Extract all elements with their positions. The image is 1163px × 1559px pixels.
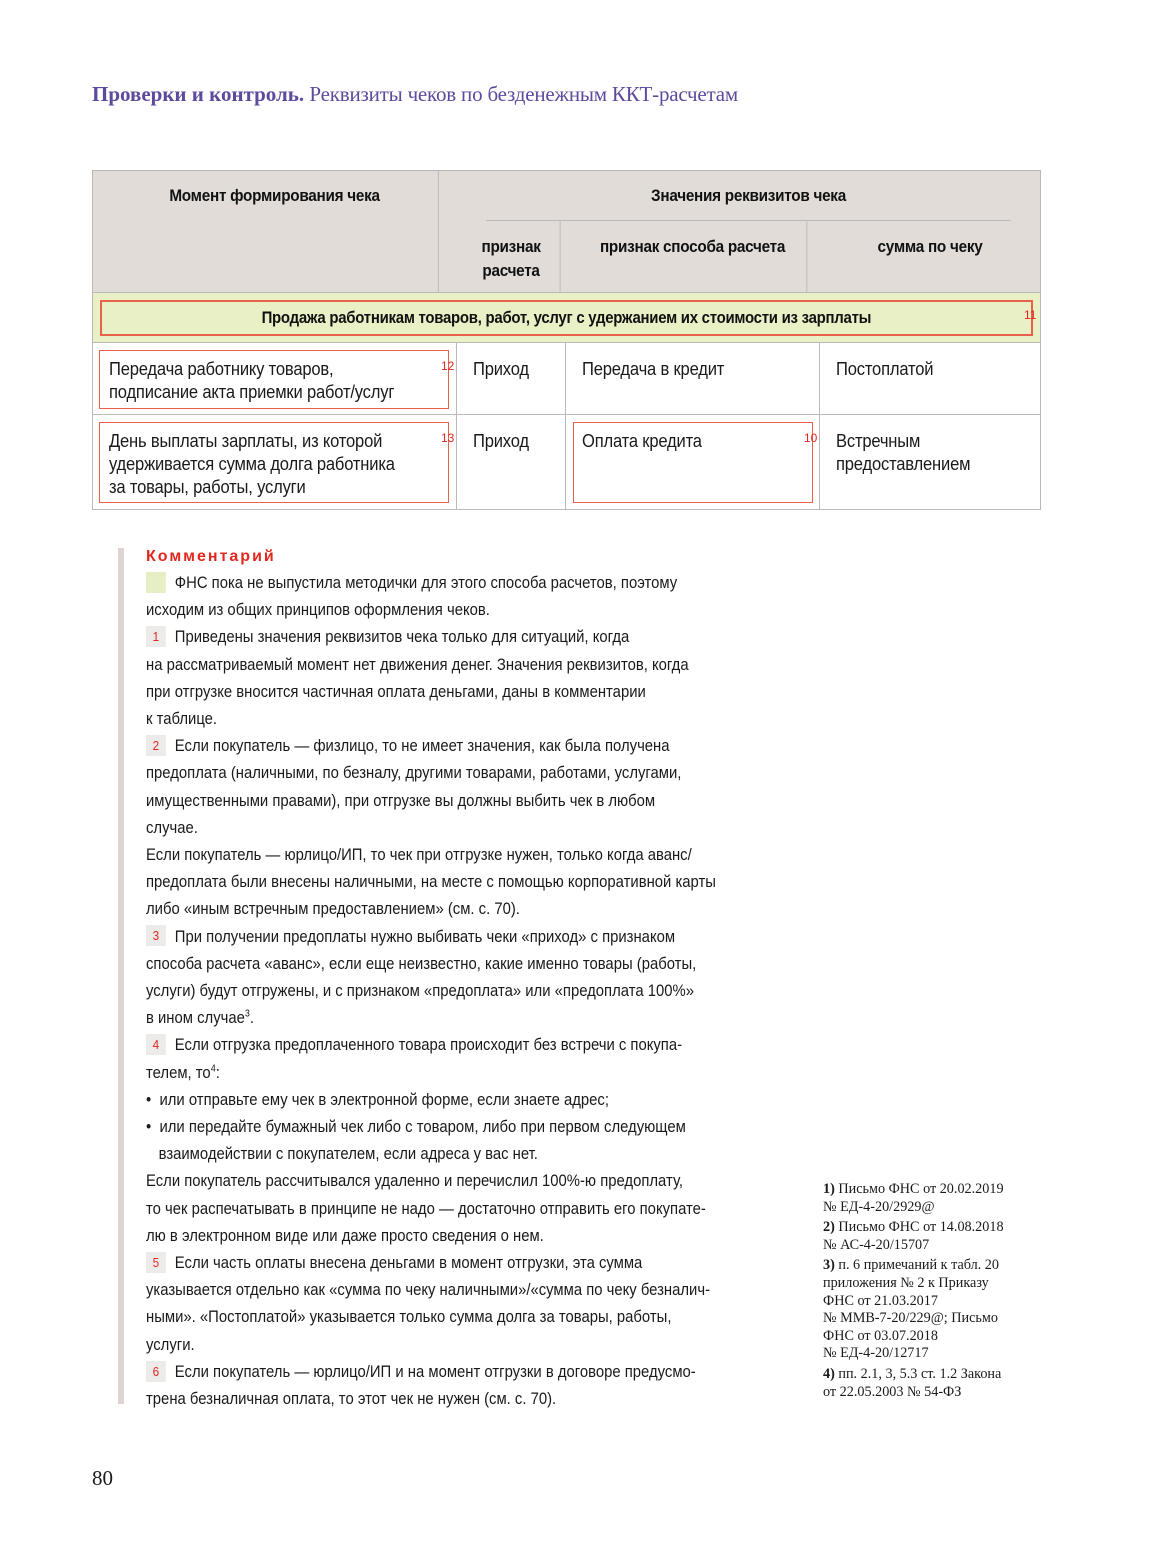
footnote-text: № ЕД-4-20/12717: [823, 1345, 929, 1362]
footnote-text: ФНС от 21.03.2017: [823, 1292, 938, 1309]
comment-text: то чек распечатывать в принципе не надо — достаточно отправить его покупате-: [146, 1199, 706, 1218]
comment-text: имущественными правами), при отгрузке вы должны выбить чек в любом: [146, 791, 656, 810]
comment-text: Приведены значения реквизитов чека только для ситуаций, когда: [174, 628, 630, 647]
comment-text: услуги.: [146, 1335, 195, 1354]
comment-text: Если отгрузка предоплаченного товара происходит без встречи с покупа-: [174, 1036, 683, 1055]
comment-line: [146, 788, 722, 815]
footnote-text: пп. 2.1, 3, 5.3 ст. 1.2 Закона: [838, 1365, 1002, 1382]
comment-text: трена безналичная оплата, то этот чек не нужен (см. с. 70).: [146, 1390, 557, 1409]
comment-line: [146, 1250, 722, 1277]
comment-text: исходим из общих принципов оформления чеков.: [146, 601, 490, 620]
marker-12: 12: [441, 359, 455, 373]
comment-text: услуги) будут отгружены, и с признаком «предоплата» или «предоплата 100%»: [146, 982, 694, 1001]
note-number-badge: 1: [146, 626, 166, 647]
comment-line: [146, 1223, 722, 1250]
marker-13: 13: [441, 431, 455, 445]
comment-text: При получении предоплаты нужно выбивать чеки «приход» с признаком: [174, 927, 676, 946]
footnote-text: ФНС от 03.07.2018: [823, 1327, 938, 1344]
comment-line: [146, 679, 722, 706]
footnote-text: № ММВ-7-20/229@; Письмо: [823, 1310, 998, 1327]
comment-text: указывается отдельно как «сумма по чеку наличными»/«сумма по чеку безналич-: [146, 1281, 711, 1300]
marker-11: 11: [1024, 308, 1037, 322]
footnote-number: 4): [823, 1365, 839, 1382]
comment-text: Если часть оплаты внесена деньгами в момент отгрузки, эта сумма: [174, 1254, 643, 1273]
comment-lines: [146, 570, 786, 1413]
cell-sum: Встречным предоставлением: [836, 431, 971, 474]
comment-line: [146, 869, 722, 896]
running-head-section: Проверки и контроль.: [92, 82, 305, 106]
comment-text: способа расчета «аванс», если еще неизвестно, какие именно товары (работы,: [146, 954, 697, 973]
cell-moment: День выплаты зарплаты, из которой удерживается сумма долга работника за товары, работы, услуги: [93, 415, 457, 509]
comment-title: Комментарий: [146, 548, 276, 565]
comment-text: взаимодействии с покупателем, если адреса у вас нет.: [158, 1145, 538, 1164]
comment-line: [146, 842, 722, 869]
header-sign: признак расчета: [462, 221, 560, 292]
comment-text: к таблице.: [146, 710, 218, 729]
receipt-requisites-table: [92, 170, 1041, 510]
comment-text: или отправьте ему чек в электронной форме, если знаете адрес;: [159, 1090, 609, 1109]
comment-line: [146, 951, 722, 978]
footnote: [823, 1366, 1043, 1401]
comment-line: [146, 1196, 722, 1223]
footnote-number: 3): [823, 1257, 839, 1274]
comment-text: Если покупатель — юрлицо/ИП и на момент отгрузки в договоре предусмо-: [174, 1362, 696, 1381]
header-group: Значения реквизитов чека: [486, 171, 1011, 221]
footnote: [823, 1257, 1043, 1363]
highlight-box-10: [573, 422, 813, 503]
comment-line: [146, 706, 722, 733]
comment-line: [146, 1386, 722, 1413]
footnote: [823, 1219, 1043, 1254]
comment-line: в ином случае$^3$.: [146, 1008, 255, 1028]
comment-text: на рассматриваемый момент нет движения денег. Значения реквизитов, когда: [146, 655, 689, 674]
header-sum: сумма по чеку: [877, 237, 983, 256]
cell-method: Передача в кредит: [566, 343, 820, 414]
comment-line: [146, 570, 722, 597]
comment-text: предоплата были внесены наличными, на месте с помощью корпоративной карты: [146, 873, 716, 892]
legend-swatch: [146, 572, 166, 593]
comment-side-bar: [118, 548, 124, 1404]
footnote-ref: 4: [210, 1063, 216, 1075]
comment-line: [146, 624, 722, 651]
comment-block: [146, 546, 786, 1413]
comment-text: или передайте бумажный чек либо с товаром, либо при первом следующем: [159, 1118, 686, 1137]
comment-line: телем, $то^4$:: [146, 1063, 220, 1082]
cell-sign: Приход: [457, 343, 566, 414]
table-row: [93, 343, 1040, 415]
section-label: Продажа работникам товаров, работ, услуг с удержанием их стоимости из зарплаты: [261, 308, 872, 327]
bullet-icon: •: [146, 1090, 160, 1109]
footnote-text: Письмо ФНС от 14.08.2018: [838, 1219, 1004, 1236]
running-head: [92, 82, 738, 107]
comment-text: в ином случае: [146, 1009, 245, 1028]
comment-line: [146, 1277, 722, 1304]
page-number: 80: [92, 1466, 113, 1490]
section-row: [93, 293, 1040, 343]
footnote: [823, 1181, 1043, 1216]
header-moment: Момент формирования чека: [111, 171, 439, 292]
footnote-text: Письмо ФНС от 20.02.2019: [838, 1181, 1004, 1197]
comment-text: Если покупатель рассчитывался удаленно и перечислил 100%-ю предоплату,: [146, 1172, 684, 1191]
note-number-badge: 2: [146, 735, 166, 756]
comment-text: лю в электронном виде или даже просто сведения о нем.: [146, 1226, 544, 1245]
comment-line: [146, 597, 722, 624]
comment-text: либо «иным встречным предоставлением» (см. с. 70).: [146, 900, 520, 919]
footnote-ref: 3: [244, 1008, 250, 1020]
comment-line: [146, 733, 722, 760]
header-method: признак способа расчета: [579, 221, 808, 292]
comment-line: [146, 896, 722, 923]
note-number-badge: 5: [146, 1252, 166, 1273]
marker-10: 10: [804, 431, 818, 445]
comment-line: [146, 1332, 722, 1359]
comment-line: [146, 1304, 722, 1331]
cell-moment: Передача работнику товаров, подписание акта приемки работ/услуг: [93, 343, 457, 414]
footnotes: [823, 1181, 1043, 1404]
table-header: [93, 171, 1040, 293]
comment-text: случае.: [146, 818, 198, 837]
comment-line: [146, 1359, 722, 1386]
footnote-number: 1): [823, 1181, 839, 1197]
cell-method: Оплата кредита: [566, 415, 820, 509]
note-number-badge: 4: [146, 1034, 166, 1055]
comment-text: при отгрузке вносится частичная оплата деньгами, даны в комментарии: [146, 682, 646, 701]
cell-sign: Приход: [457, 415, 566, 509]
comment-line: [146, 1087, 722, 1114]
footnote-text: № АС-4-20/15707: [823, 1236, 930, 1253]
footnote-text: от 22.05.2003 № 54-ФЗ: [823, 1383, 962, 1400]
running-head-title: Реквизиты чеков по безденежным ККТ-расчетам: [309, 82, 738, 106]
comment-text: телем, то: [146, 1063, 211, 1082]
comment-text: Если покупатель — юрлицо/ИП, то чек при отгрузке нужен, только когда аванс/: [146, 846, 692, 865]
comment-text: ными». «Постоплатой» указывается только сумма долга за товары, работы,: [146, 1308, 672, 1327]
comment-line: [146, 760, 722, 787]
comment-line: [146, 924, 722, 951]
section-highlight-box: [100, 300, 1033, 336]
table-row: [93, 415, 1040, 509]
note-number-badge: 3: [146, 925, 166, 946]
footnote-text: № ЕД-4-20/2929@: [823, 1198, 935, 1215]
bullet-icon: •: [146, 1118, 160, 1137]
footnote-number: 2): [823, 1219, 839, 1236]
comment-line: [146, 815, 722, 842]
comment-line: [146, 978, 722, 1005]
cell-sum: Постоплатой: [836, 359, 934, 379]
comment-line: [146, 1114, 722, 1141]
comment-line: [146, 652, 722, 679]
comment-line: [146, 1168, 722, 1195]
note-number-badge: 6: [146, 1361, 166, 1382]
comment-line: [146, 1141, 722, 1168]
comment-line: [146, 1032, 722, 1059]
comment-text: Если покупатель — физлицо, то не имеет значения, как была получена: [174, 737, 670, 756]
highlight-box-12: [99, 350, 449, 409]
comment-text: ФНС пока не выпустила методички для этого способа расчетов, поэтому: [174, 574, 678, 592]
footnote-text: п. 6 примечаний к табл. 20: [838, 1257, 999, 1274]
highlight-box-13: [99, 422, 449, 503]
footnote-text: приложения № 2 к Приказу: [823, 1274, 989, 1291]
comment-text: предоплата (наличными, по безналу, другими товарами, работами, услугами,: [146, 764, 682, 783]
